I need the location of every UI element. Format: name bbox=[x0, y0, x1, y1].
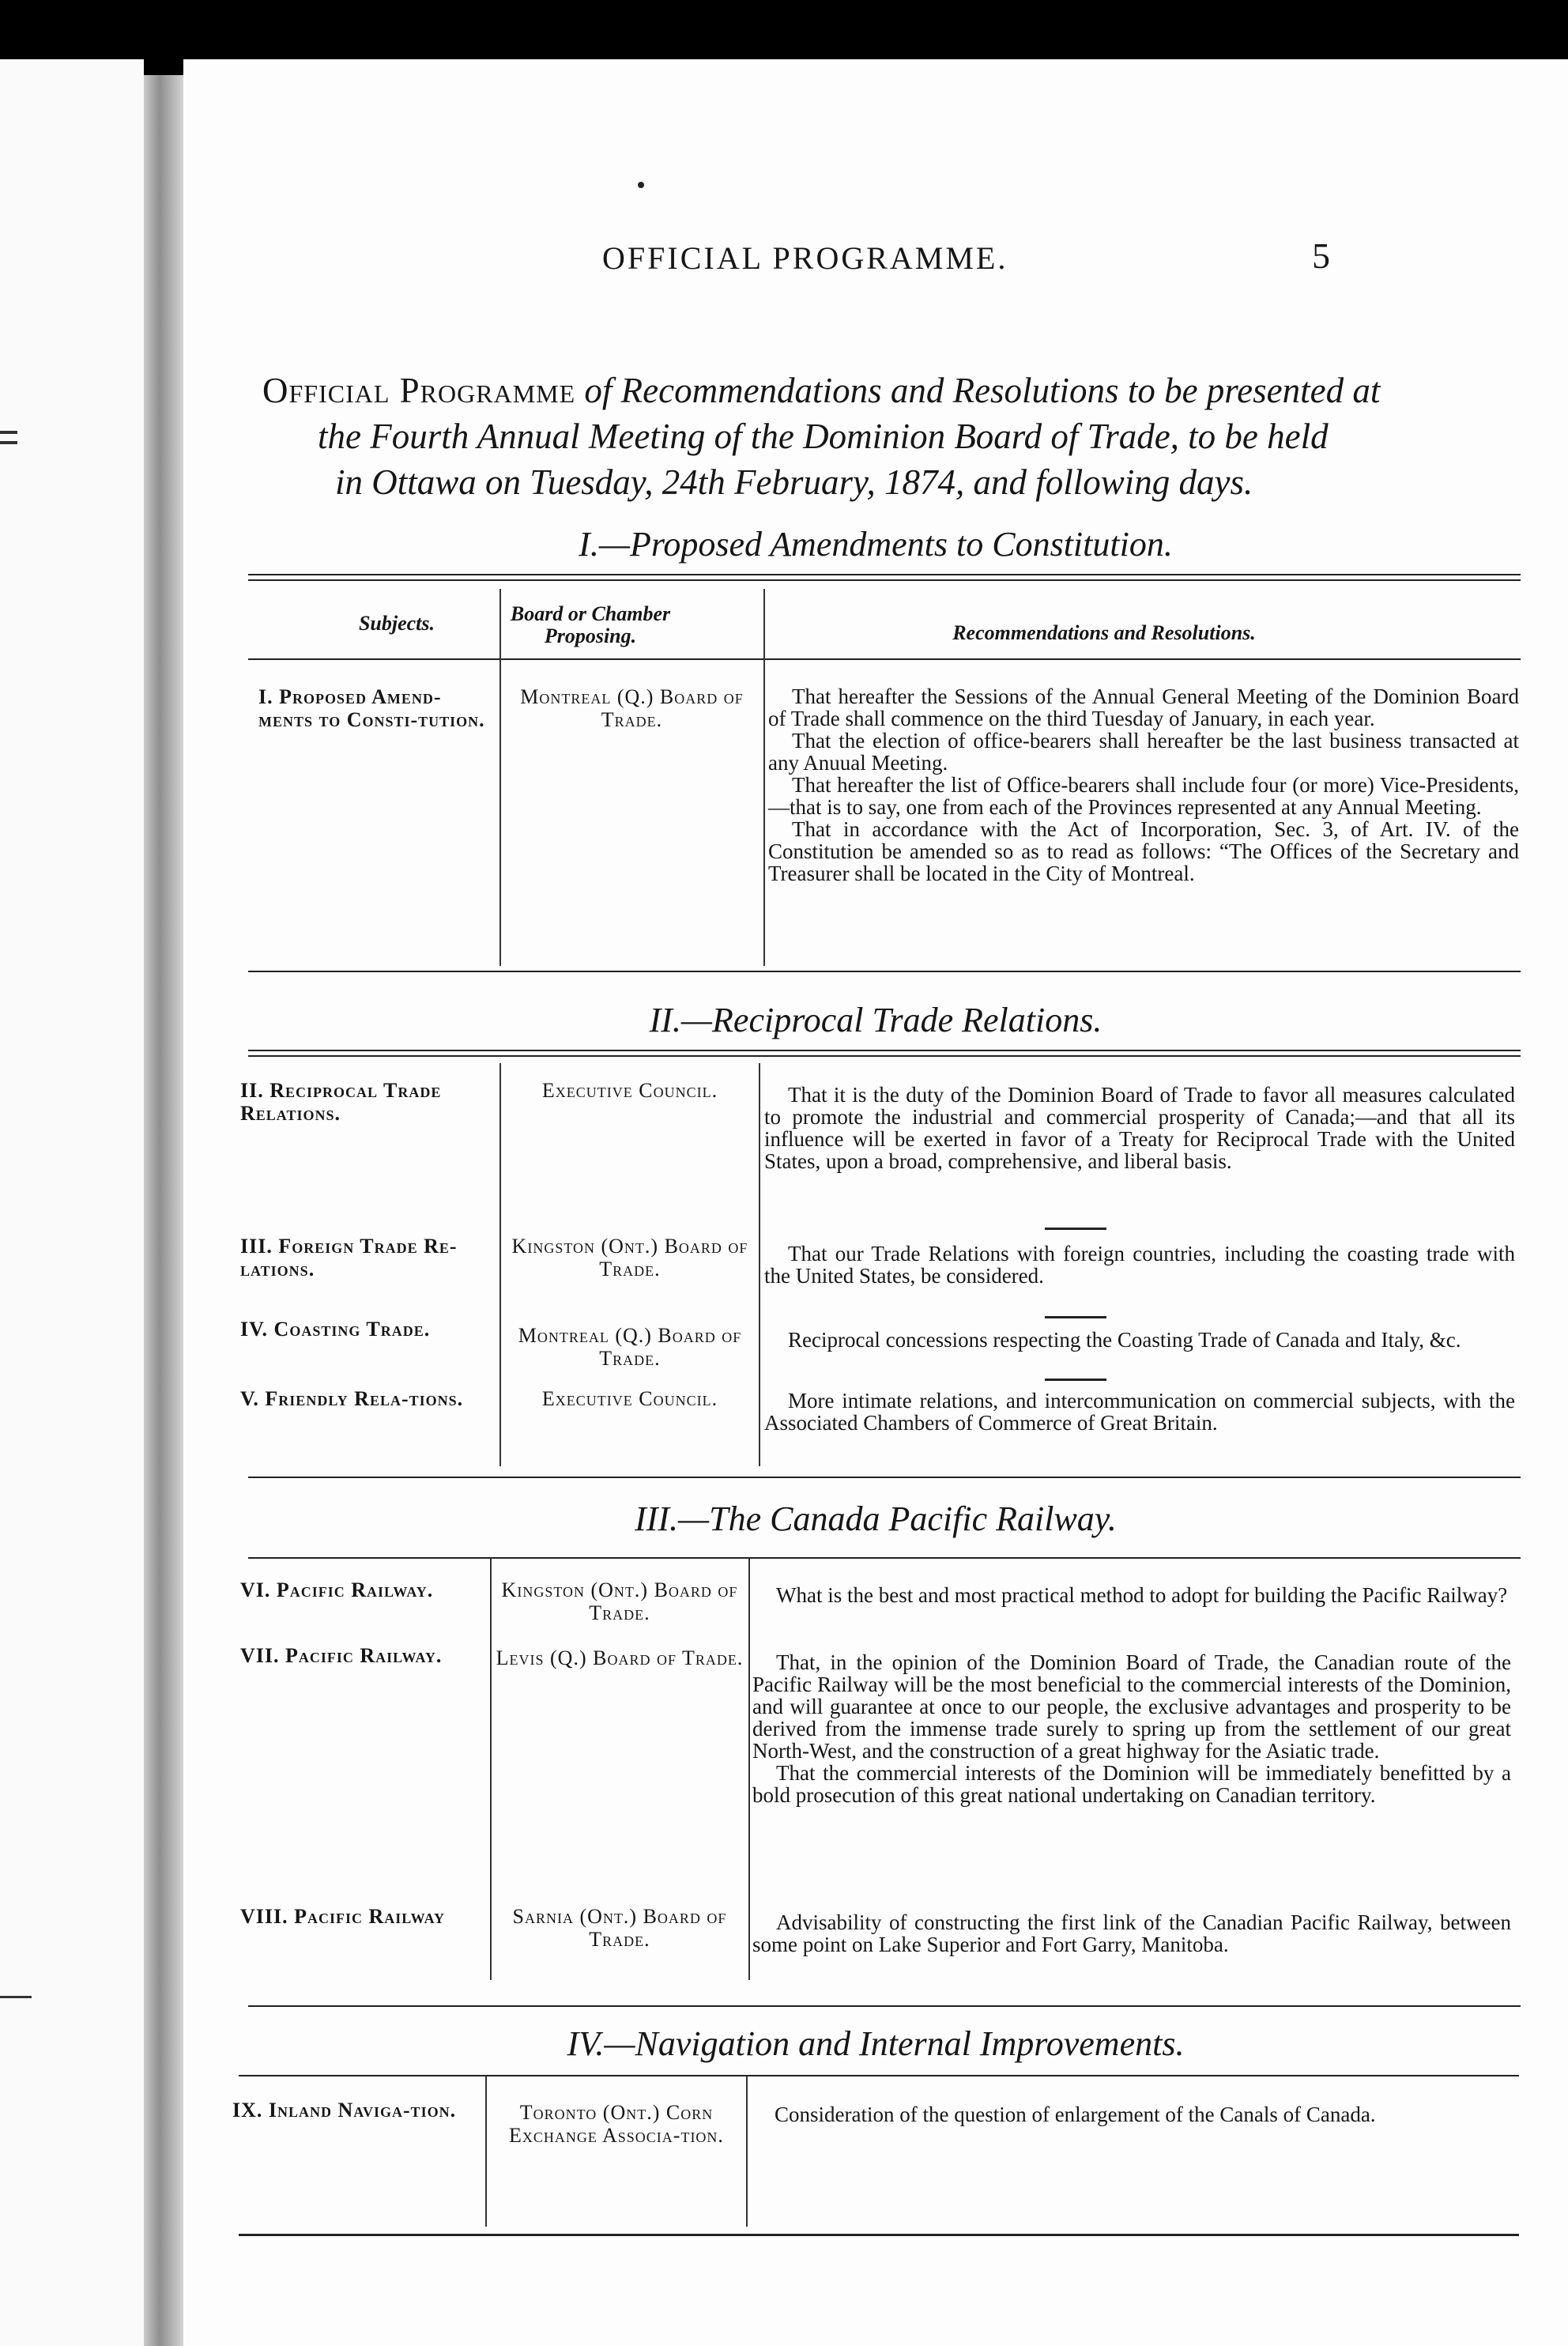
table-cell-board: Executive Council. bbox=[541, 1079, 718, 1102]
table-cell-subject: IV. Coasting Trade. bbox=[240, 1318, 431, 1341]
column-divider bbox=[499, 589, 501, 966]
table-rule bbox=[248, 2005, 1521, 2007]
column-divider bbox=[748, 1559, 750, 1980]
table-cell-board: Executive Council. bbox=[541, 1387, 718, 1410]
table-rule bbox=[248, 658, 1521, 660]
table-cell-recommendations bbox=[752, 1584, 1511, 1606]
resolution-text: Reciprocal concessions respecting the Coasting Trade of Canada and Italy, &c. bbox=[788, 1328, 1461, 1352]
table-cell-recommendations bbox=[752, 1651, 1511, 1806]
programme-intro bbox=[262, 368, 1527, 505]
table-rule bbox=[248, 1050, 1521, 1057]
ink-speck bbox=[638, 182, 644, 188]
table-cell-recommendations bbox=[752, 1911, 1511, 1956]
table-cell-board: Sarnia (Ont.) Board of Trade. bbox=[512, 1905, 727, 1951]
short-divider bbox=[1045, 1228, 1106, 1230]
book-page bbox=[183, 59, 1568, 2346]
section-title: II.—Reciprocal Trade Relations. bbox=[649, 1001, 1102, 1039]
table-cell-subject: VI. Pacific Railway. bbox=[240, 1578, 434, 1601]
table-cell-board: Kingston (Ont.) Board of Trade. bbox=[511, 1235, 748, 1280]
table-cell-board: Kingston (Ont.) Board of Trade. bbox=[501, 1578, 738, 1624]
table-rule bbox=[239, 2234, 1519, 2236]
table-rule bbox=[239, 2075, 1519, 2076]
table-cell-subject: II. Reciprocal Trade Relations. bbox=[240, 1079, 442, 1125]
resolution-text: What is the best and most practical method to adopt for building the Pacific Railway? bbox=[776, 1583, 1508, 1607]
section-title: I.—Proposed Amendments to Constitution. bbox=[579, 525, 1173, 564]
column-divider bbox=[746, 2076, 748, 2227]
table-cell-subject: VII. Pacific Railway. bbox=[240, 1644, 443, 1667]
intro-lead: Official Programme bbox=[262, 371, 576, 410]
table-cell-board: Toronto (Ont.) Corn Exchange Associa-tion. bbox=[509, 2101, 724, 2147]
table-cell-subject: IX. Inland Naviga-tion. bbox=[232, 2099, 457, 2122]
resolution-text: That the election of office-bearers shall hereafter be the last business transacted at any Anuual Meeting. bbox=[768, 729, 1519, 775]
table-cell-recommendations bbox=[764, 1243, 1515, 1287]
column-divider bbox=[759, 1063, 760, 1466]
short-divider bbox=[1045, 1379, 1106, 1381]
intro-line-2: the Fourth Annual Meeting of the Dominion Board of Trade, to be held bbox=[318, 417, 1329, 456]
section-title: IV.—Navigation and Internal Improvements. bbox=[567, 2024, 1185, 2063]
column-header-recommendations: Recommendations and Resolutions. bbox=[952, 621, 1256, 644]
table-cell-subject: V. Friendly Rela-tions. bbox=[240, 1387, 464, 1410]
table-cell-subject: III. Foreign Trade Re-lations. bbox=[240, 1235, 458, 1280]
resolution-text: Consideration of the question of enlargement of the Canals of Canada. bbox=[775, 2103, 1376, 2126]
page-number: 5 bbox=[1312, 236, 1330, 276]
intro-line-1: of Recommendations and Resolutions to be presented at bbox=[584, 371, 1381, 410]
table-rule bbox=[248, 971, 1521, 972]
running-title: OFFICIAL PROGRAMME. bbox=[602, 240, 1008, 276]
table-rule bbox=[248, 1557, 1521, 1559]
intro-line-3: in Ottawa on Tuesday, 24th February, 1874, and following days. bbox=[335, 462, 1253, 502]
table-cell-board: Montreal (Q.) Board of Trade. bbox=[520, 685, 744, 731]
section-title: III.—The Canada Pacific Railway. bbox=[635, 1499, 1117, 1538]
resolution-text: That hereafter the list of Office-bearers shall include four (or more) Vice-Presidents,—that is to say, one from each of the Provinces represented at any Annual Meeting. bbox=[768, 773, 1519, 819]
table-cell-board: Levis (Q.) Board of Trade. bbox=[496, 1646, 744, 1669]
facing-page-mark bbox=[0, 441, 17, 444]
resolution-text: That in accordance with the Act of Incorporation, Sec. 3, of Art. IV. of the Constitution be amended so as to read as follows: “The Offices of the Secretary and Treasurer shall be located in the City of Montreal. bbox=[768, 817, 1519, 885]
resolution-text: That our Trade Relations with foreign countries, including the coasting trade with the United States, be considered. bbox=[764, 1242, 1515, 1288]
resolution-text: Advisability of constructing the first link of the Canadian Pacific Railway, between some point on Lake Superior and Fort Garry, Manitoba. bbox=[752, 1910, 1511, 1956]
facing-page bbox=[0, 59, 144, 2346]
table-cell-recommendations bbox=[768, 685, 1519, 884]
facing-page-mark bbox=[0, 1996, 32, 1998]
column-header-subjects: Subjects. bbox=[358, 612, 435, 635]
resolution-text: That the commercial interests of the Dominion will be immediately benefitted by a bold prosecution of this great national undertaking on Canadian territory. bbox=[752, 1761, 1511, 1807]
table-cell-subject: I. Proposed Amend-ments to Consti-tution. bbox=[258, 685, 485, 731]
table-rule bbox=[248, 574, 1521, 581]
table-cell-recommendations bbox=[764, 1390, 1515, 1434]
table-rule bbox=[248, 1477, 1521, 1478]
column-header-board: Board or Chamber Proposing. bbox=[510, 602, 671, 647]
column-divider bbox=[490, 1559, 492, 1980]
resolution-text: That hereafter the Sessions of the Annual General Meeting of the Dominion Board of Trade shall commence on the third Tuesday of January, in each year. bbox=[768, 685, 1519, 730]
column-divider bbox=[485, 2076, 487, 2227]
short-divider bbox=[1045, 1316, 1106, 1318]
table-cell-recommendations bbox=[764, 1329, 1515, 1351]
table-cell-board: Montreal (Q.) Board of Trade. bbox=[518, 1324, 742, 1370]
resolution-text: That, in the opinion of the Dominion Board of Trade, the Canadian route of the Pacific Railway will be the most beneficial to the commercial interests of the Dominion, and will guarantee at once to our people, the exclusive advantages and prosperity to be derived from the immense trade surely to spring up from the settlement of our great North-West, and the construction of a great highway for the Asiatic trade. bbox=[752, 1650, 1511, 1763]
resolution-text: More intimate relations, and intercommunication on commercial subjects, with the Associated Chambers of Commerce of Great Britain. bbox=[764, 1389, 1515, 1435]
column-divider bbox=[763, 589, 765, 966]
binding-gutter bbox=[144, 75, 183, 2346]
resolution-text: That it is the duty of the Dominion Board of Trade to favor all measures calculated to promote the industrial and commercial prosperity of Canada;—and that all its influence will be exerted in favor of a Treaty for Reciprocal Trade with the United States, upon a broad, comprehensive, and liberal basis. bbox=[764, 1083, 1515, 1173]
table-cell-recommendations bbox=[764, 1084, 1515, 1172]
table-cell-recommendations bbox=[751, 2103, 1510, 2125]
table-cell-subject: VIII. Pacific Railway bbox=[240, 1905, 445, 1928]
facing-page-mark bbox=[0, 431, 17, 434]
column-divider bbox=[499, 1063, 501, 1466]
